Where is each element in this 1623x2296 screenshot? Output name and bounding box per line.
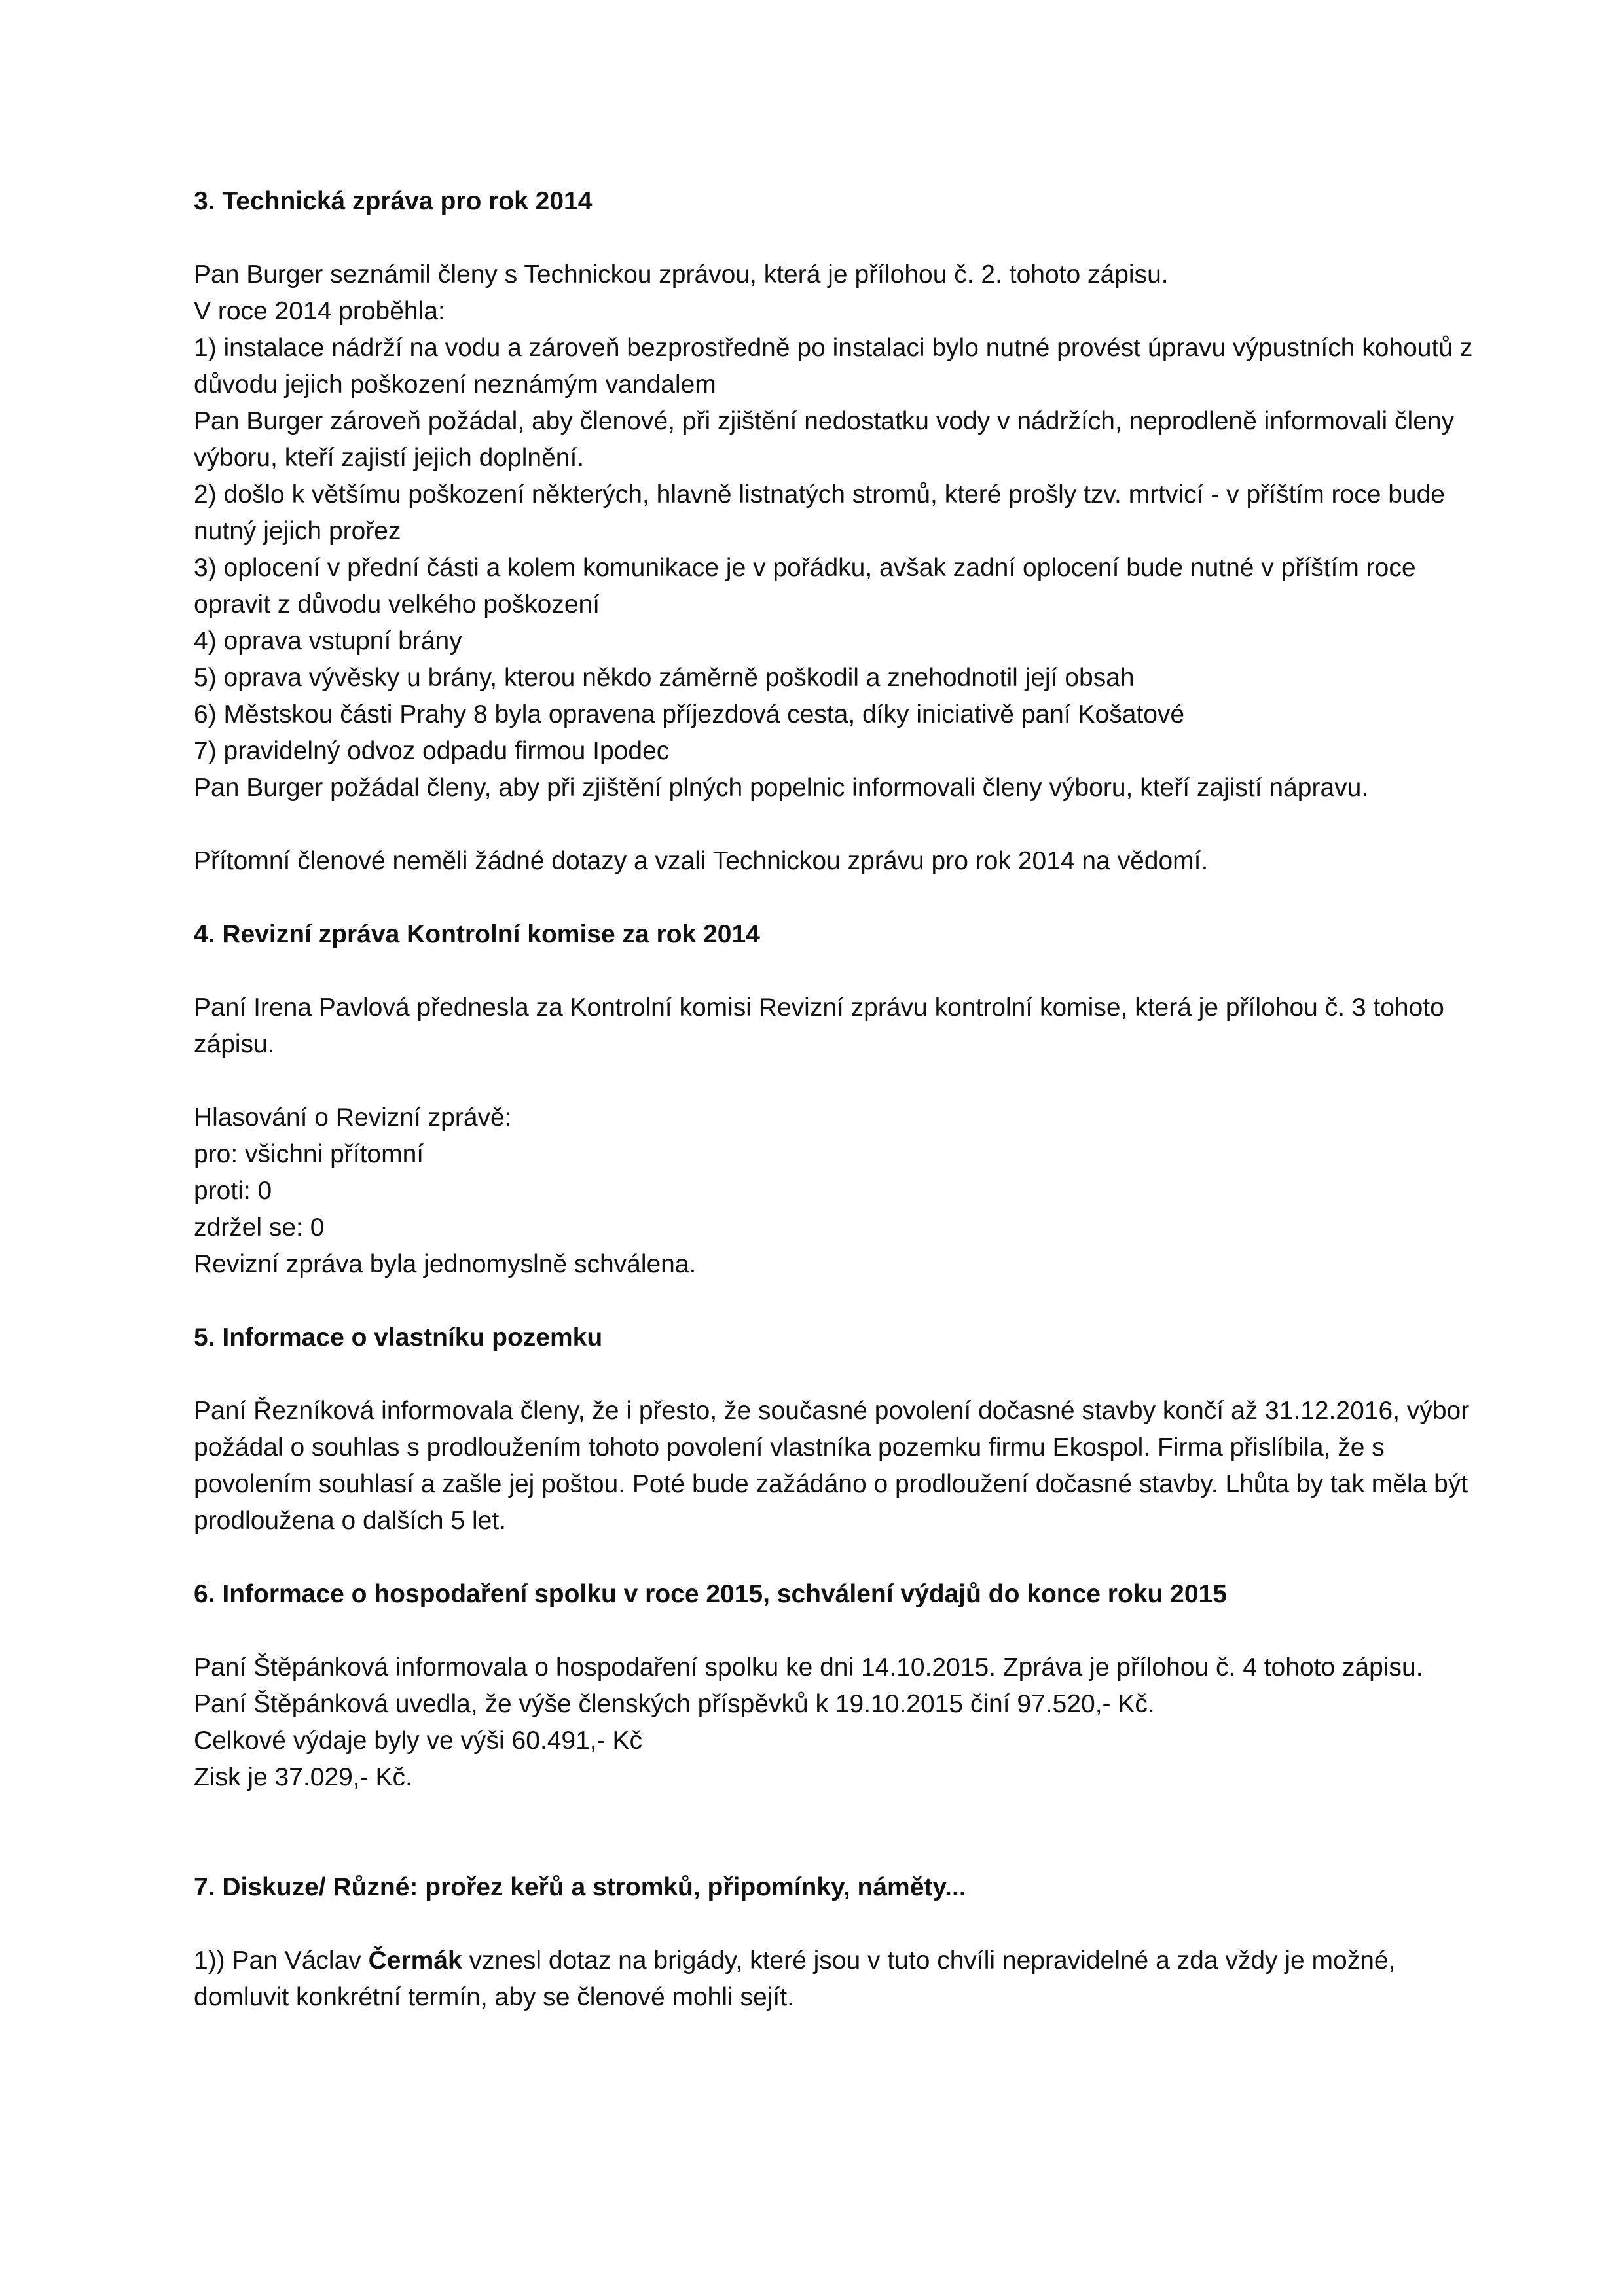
section-7-item-1	[194, 1943, 1477, 2016]
section-4-heading: 4. Revizní zpráva Kontrolní komise za rok 2014	[194, 920, 760, 948]
section-3-item-1: 1) instalace nádrží na vodu a zároveň bezprostředně po instalaci bylo nutné provést úpravu výpustních kohoutů z důvodu jejich poškození neznámým vandalem	[194, 334, 1473, 399]
section-3-intro: Pan Burger seznámil členy s Technickou zprávou, která je přílohou č. 2. tohoto zápisu.	[194, 260, 1169, 289]
spacer	[194, 880, 1477, 916]
section-3-item-7-note: Pan Burger požádal členy, aby při zjištění plných popelnic informovali členy výboru, kteří zajistí nápravu.	[194, 774, 1369, 802]
section-5-text: Paní Řezníková informovala členy, že i přesto, že současné povolení dočasné stavby končí až 31.12.2016, výbor požádal o souhlas s prodloužením tohoto povolení vlastníka pozemku firmu Ekospol. Firma přislíbila, že s povolením souhlasí a zašle jej poštou. Poté bude zažádáno o prodloužení dočasné stavby. Lhůta by tak měla být prodloužena o dalších 5 let.	[194, 1397, 1470, 1535]
section-3-item-3: 3) oplocení v přední části a kolem komunikace je v pořádku, avšak zadní oplocení bude nutné v příštím roce opravit z důvodu velkého poškození	[194, 554, 1416, 619]
spacer	[194, 1796, 1477, 1869]
section-6-text: Paní Štěpánková informovala o hospodaření spolku ke dni 14.10.2015. Zpráva je přílohou č. 4 tohoto zápisu.	[194, 1653, 1423, 1681]
document-body	[194, 183, 1477, 2016]
section-6-fees: Paní Štěpánková uvedla, že výše členských příspěvků k 19.10.2015 činí 97.520,- Kč.	[194, 1690, 1155, 1718]
vote-abstain: zdržel se: 0	[194, 1213, 325, 1242]
section-3-item-6: 6) Městskou části Prahy 8 byla opravena příjezdová cesta, díky iniciativě paní Košatové	[194, 700, 1185, 728]
section-3-item-7: 7) pravidelný odvoz odpadu firmou Ipodec	[194, 737, 670, 765]
section-3-intro-2: V roce 2014 proběhla:	[194, 297, 445, 325]
vote-against: proti: 0	[194, 1177, 272, 1205]
section-3-item-4: 4) oprava vstupní brány	[194, 627, 462, 655]
spacer	[194, 806, 1477, 843]
section-3-conclusion: Přítomní členové neměli žádné dotazy a vzali Technickou zprávu pro rok 2014 na vědomí.	[194, 847, 1209, 875]
section-5-heading: 5. Informace o vlastníku pozemku	[194, 1323, 603, 1352]
section-3-item-2: 2) došlo k většímu poškození některých, hlavně listnatých stromů, které prošly tzv. mrtvicí - v příštím roce bude nutný jejich prořez	[194, 480, 1445, 545]
vote-title: Hlasování o Revizní zprávě:	[194, 1103, 512, 1132]
section-6-heading: 6. Informace o hospodaření spolku v roce 2015, schválení výdajů do konce roku 2015	[194, 1580, 1227, 1608]
section-7-item-1-text: vznesl dotaz na brigády, které jsou v tuto chvíli nepravidelné a zda vždy je možné, domluvit konkrétní termín, aby se členové mohli sejít.	[194, 1946, 1396, 2011]
section-3-item-5: 5) oprava vývěsky u brány, kterou někdo záměrně poškodil a znehodnotil její obsah	[194, 664, 1135, 692]
vote-result: Revizní zpráva byla jednomyslně schválena.	[194, 1250, 697, 1278]
section-4-text: Paní Irena Pavlová přednesla za Kontrolní komisi Revizní zprávu kontrolní komise, která je přílohou č. 3 tohoto zápisu.	[194, 994, 1444, 1058]
section-6-expenses: Celkové výdaje byly ve výši 60.491,- Kč	[194, 1727, 642, 1755]
section-3-heading: 3. Technická zpráva pro rok 2014	[194, 187, 593, 215]
vote-for: pro: všichni přítomní	[194, 1140, 424, 1168]
section-7-item-1-name: Čermák	[368, 1946, 462, 1975]
section-6-profit: Zisk je 37.029,- Kč.	[194, 1763, 412, 1791]
section-7-item-1-prefix: 1)) Pan Václav	[194, 1946, 369, 1975]
spacer	[194, 1063, 1477, 1100]
spacer	[194, 1539, 1477, 1576]
section-7-heading: 7. Diskuze/ Různé: prořez keřů a stromků, připomínky, náměty...	[194, 1873, 966, 1901]
spacer	[194, 1283, 1477, 1319]
section-3-item-1-note: Pan Burger zároveň požádal, aby členové, při zjištění nedostatku vody v nádržích, neprodleně informovali členy výboru, kteří zajistí jejich doplnění.	[194, 407, 1455, 472]
